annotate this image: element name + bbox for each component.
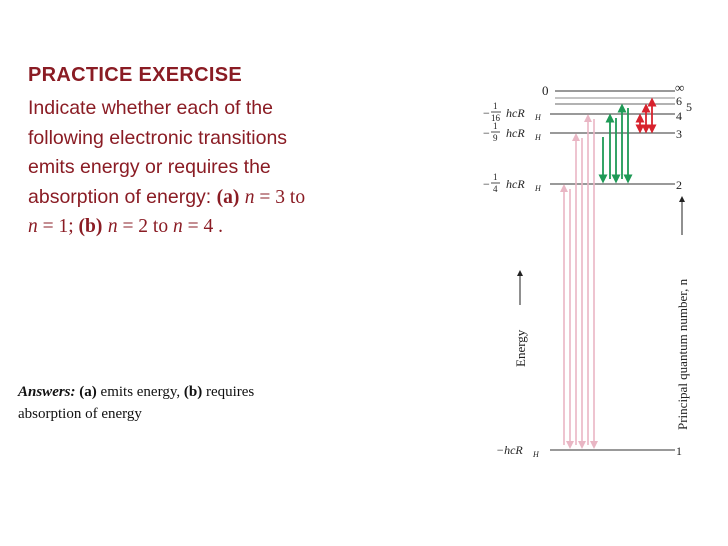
exercise-title: PRACTICE EXERCISE (28, 64, 243, 86)
answers-block (18, 381, 358, 425)
exercise-question (28, 94, 423, 242)
frac-num: 1 (493, 101, 498, 111)
n-symbol: n (28, 216, 38, 237)
answer-a-label: (a) (79, 384, 97, 400)
h-subscript: H (535, 113, 541, 122)
energy-level-diagram (470, 75, 710, 470)
energy-zero-label: 0 (542, 83, 549, 98)
infinity-symbol: ∞ (675, 80, 685, 95)
energy-axis-label: Energy (513, 329, 528, 367)
n-symbol: n (244, 186, 255, 208)
answer-b-text: requires (202, 384, 255, 400)
question-line: emits energy or requires the (28, 156, 271, 178)
level-number-1: 1 (676, 444, 682, 458)
energy-levels (555, 91, 675, 450)
svg-text:−: − (483, 177, 490, 191)
part-b-label: (b) (78, 216, 103, 237)
frac-den: 4 (493, 184, 498, 194)
question-line: absorption of energy: (28, 185, 217, 208)
question-line: following electronic transitions (28, 126, 288, 149)
level-number-2: 2 (676, 178, 682, 192)
energy-label-4 (483, 172, 542, 194)
question-text: = 1; (37, 216, 79, 237)
part-a-label: (a) (216, 186, 240, 208)
paschen-series (640, 102, 652, 129)
answer-a-text: emits energy, (96, 384, 184, 400)
hcr-symbol: hcR (506, 126, 525, 140)
question-text: = 3 to (254, 186, 306, 208)
level-number-5: 5 (686, 100, 692, 114)
level-number-4: 4 (676, 109, 682, 123)
energy-label-9 (483, 121, 542, 143)
frac-den: 9 (493, 133, 498, 143)
h-subscript: H (535, 133, 541, 142)
quantum-axis-label: Principal quantum number, n (675, 278, 690, 430)
n-symbol: n (172, 216, 183, 237)
frac-den: 16 (491, 113, 500, 123)
answer-line2: absorption of energy (18, 406, 142, 422)
energy-label-16 (483, 101, 542, 123)
frac-num: 1 (493, 172, 498, 182)
energy-label-ground (496, 443, 540, 459)
question-line: Indicate whether each of the (28, 97, 273, 119)
question-text: = 4 . (182, 216, 223, 237)
answers-label: Answers: (18, 384, 76, 400)
balmer-series (603, 108, 628, 179)
answer-b-label: (b) (183, 384, 203, 400)
question-text: = 2 to (117, 216, 173, 237)
energy-ticks (550, 114, 555, 450)
hcr-symbol: hcR (506, 106, 525, 120)
level-number-3: 3 (676, 127, 682, 141)
h-subscript: H (533, 450, 539, 459)
ground-hcr: −hcR (496, 443, 523, 457)
svg-text:−: − (483, 126, 490, 140)
lyman-series (564, 118, 594, 445)
level-number-6: 6 (676, 94, 682, 108)
h-subscript: H (535, 184, 541, 193)
frac-num: 1 (493, 121, 498, 131)
n-symbol: n (107, 216, 118, 237)
svg-text:−: − (483, 106, 490, 120)
hcr-symbol: hcR (506, 177, 525, 191)
